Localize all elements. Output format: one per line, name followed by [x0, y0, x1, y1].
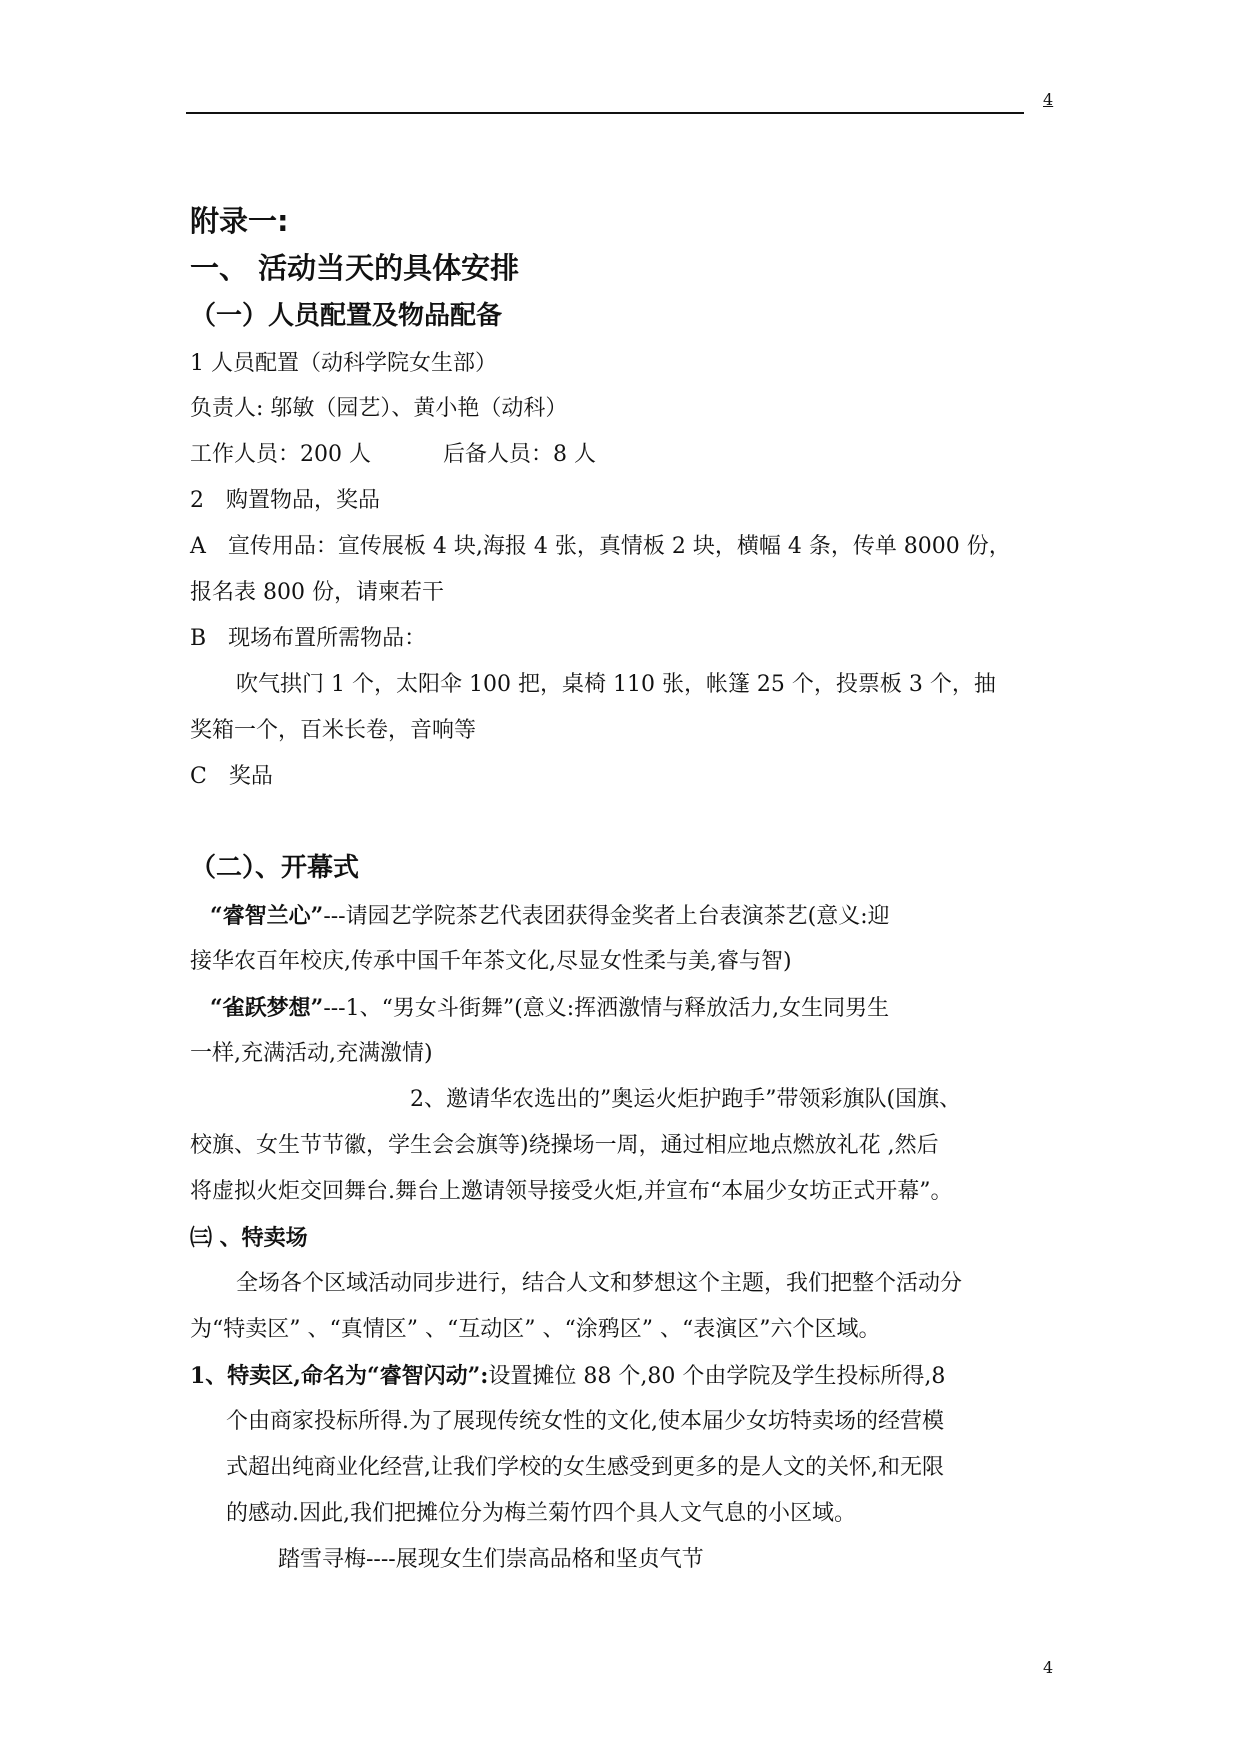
zone-title-sale: 1、特卖区,命名为“睿智闪动”:	[190, 1363, 489, 1389]
zone-desc-sale: 设置摊位 88 个,80 个由学院及学生投标所得,8	[488, 1364, 946, 1389]
staff-heading: 1 人员配置（动科学院女生部）	[190, 351, 497, 376]
sale-para-2-line-2: 个由商家投标所得.为了展现传统女性的文化,使本届少女坊特卖场的经营模	[226, 1409, 944, 1434]
item-b-line-2: 奖箱一个，百米长卷，音响等	[190, 718, 477, 743]
item-c-line: C 奖品	[190, 764, 273, 789]
item-b-line-1: 吹气拱门 1 个，太阳伞 100 把，桌椅 110 张，帐篷 25 个，投票板 3 个，抽	[236, 672, 996, 697]
section-title: 一、 活动当天的具体安排	[190, 251, 520, 285]
opening-para-3-line-3: 将虚拟火炬交回舞台.舞台上邀请领导接受火炬,并宣布“本届少女坊正式开幕”。	[190, 1179, 953, 1204]
sale-para-1-line-2: 为“特卖区” 、“真情区” 、“互动区” 、“涂鸦区” 、“表演区”六个区域。	[190, 1317, 881, 1342]
opening-para-2-line-1	[210, 993, 889, 1024]
header-page-number: 4	[1043, 90, 1054, 109]
program-name-dream: “雀跃梦想”	[210, 995, 324, 1021]
purchase-heading: 2 购置物品，奖品	[190, 488, 380, 513]
item-a-line-1: A 宣传用品：宣传展板 4 块,海报 4 张，真情板 2 块，横幅 4 条，传单 8000 份，	[190, 534, 1011, 559]
opening-para-3-line-1: 2、邀请华农选出的”奥运火炬护跑手”带领彩旗队(国旗、	[410, 1087, 962, 1112]
sale-para-1-line-1: 全场各个区域活动同步进行，结合人文和梦想这个主题，我们把整个活动分	[236, 1271, 963, 1296]
header-rule	[186, 112, 1024, 114]
sale-para-2-line-1	[190, 1361, 945, 1392]
responsible-line: 负责人: 邬敏（园艺）、黄小艳（动科）	[190, 396, 568, 421]
subsection-title-staff: （一）人员配置及物品配备	[190, 301, 503, 331]
opening-para-3-line-2: 校旗、女生节节徽，学生会会旗等)绕操场一周，通过相应地点燃放礼花 ,然后	[190, 1133, 939, 1158]
opening-para-1-line-1	[210, 901, 890, 932]
sale-para-2-line-3: 式超出纯商业化经营,让我们学校的女生感受到更多的是人文的关怀,和无限	[226, 1455, 944, 1480]
program-desc-tea: ---请园艺学院茶艺代表团获得金奖者上台表演茶艺(意义:迎	[323, 904, 890, 929]
opening-para-2-line-2: 一样,充满活动,充满激情)	[190, 1041, 433, 1066]
opening-para-1-line-2: 接华农百年校庆,传承中国千年茶文化,尽显女性柔与美,睿与智)	[190, 949, 792, 974]
reserve-count: 后备人员：8 人	[443, 442, 596, 467]
footer-page-number: 4	[1043, 1658, 1054, 1677]
subsection-title-sale: ㈢ 、特卖场	[190, 1225, 308, 1251]
item-b-heading: B 现场布置所需物品：	[190, 626, 427, 651]
program-name-tea: “睿智兰心”	[210, 903, 324, 929]
subsection-title-opening: （二）、开幕式	[190, 853, 360, 883]
staffing-line	[190, 440, 596, 470]
appendix-title: 附录一:	[190, 204, 289, 238]
item-a-line-2: 报名表 800 份，请柬若干	[190, 580, 444, 605]
program-desc-dream: ---1、“男女斗街舞”(意义:挥洒激情与释放活力,女生同男生	[323, 996, 890, 1021]
sale-para-2-line-4: 的感动.因此,我们把摊位分为梅兰菊竹四个具人文气息的小区域。	[226, 1501, 856, 1526]
workers-count: 工作人员：200 人	[190, 442, 371, 467]
plum-zone-line: 踏雪寻梅----展现女生们崇高品格和坚贞气节	[278, 1547, 704, 1572]
